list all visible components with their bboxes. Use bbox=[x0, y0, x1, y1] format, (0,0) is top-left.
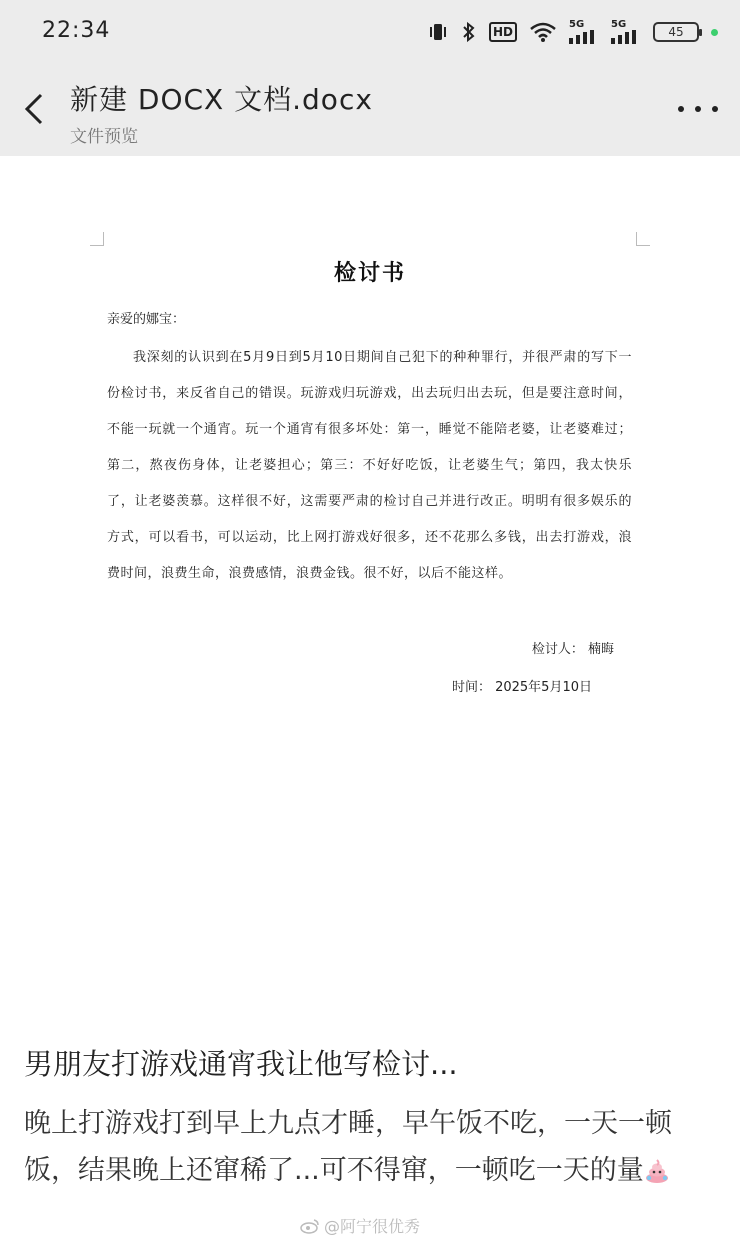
document-heading: 检讨书 bbox=[333, 261, 406, 286]
document-page[interactable] bbox=[0, 156, 740, 1026]
bluetooth-icon bbox=[461, 21, 477, 43]
document-title: 新建 DOCX 文档.docx bbox=[70, 83, 373, 116]
document-signer: 检讨人： 楠晦 bbox=[531, 642, 614, 657]
document-subtitle: 文件预览 bbox=[70, 127, 138, 147]
hd-icon: HD bbox=[489, 22, 517, 42]
back-icon[interactable] bbox=[14, 86, 54, 132]
battery-icon: 45 bbox=[653, 22, 699, 42]
signal-5g-icon: 5G bbox=[611, 20, 641, 44]
wifi-icon bbox=[529, 21, 557, 43]
weibo-watermark bbox=[300, 1214, 420, 1237]
privacy-indicator-icon bbox=[711, 29, 718, 36]
status-icons bbox=[427, 16, 718, 48]
document-body: 我深刻的认识到在5月9日到5月10日期间自己犯下的种种罪行，并很严肃的写下一份检讨书，来反省自己的错误。玩游戏归玩游戏，出去玩归出去玩，但是要注意时间，不能一玩就一个通宵。玩一个通宵有很多坏处：第一，睡觉不能陪老婆，让老婆难过；第二，熬夜伤身体，让老婆担心；第三：不好好吃饭，让老婆生气；第四，我太快乐了，让老婆羡慕。这样很不好，这需要严肃的检讨自己并进行改正。明明有很多娱乐的方式，可以看书，可以运动，比上网打游戏好很多，还不花那么多钱，出去打游戏，浪费时间，浪费生命，浪费感情，浪费金钱。很不好，以后不能这样。 bbox=[107, 350, 632, 581]
signal-5g-icon: 5G bbox=[569, 20, 599, 44]
vibrate-icon bbox=[427, 21, 449, 43]
post-body bbox=[24, 1100, 724, 1194]
document-salutation: 亲爱的娜宝： bbox=[107, 312, 186, 327]
post-title: 男朋友打游戏通宵我让他写检讨... bbox=[24, 1047, 458, 1081]
status-time: 22:34 bbox=[42, 18, 111, 43]
poop-emoji-icon bbox=[644, 1151, 670, 1175]
page-corner-mark bbox=[636, 232, 650, 246]
status-bar bbox=[0, 0, 740, 64]
document-date: 时间： 2025年5月10日 bbox=[451, 680, 592, 695]
page-corner-mark bbox=[90, 232, 104, 246]
weibo-icon bbox=[300, 1218, 320, 1234]
post-body-text: 晚上打游戏打到早上九点才睡，早午饭不吃，一天一顿饭，结果晚上还窜稀了...可不得窜，一顿吃一天的量 bbox=[24, 1108, 672, 1186]
watermark-text: @阿宁很优秀 bbox=[324, 1217, 421, 1236]
more-options-icon[interactable] bbox=[678, 94, 718, 124]
app-header bbox=[0, 64, 740, 156]
